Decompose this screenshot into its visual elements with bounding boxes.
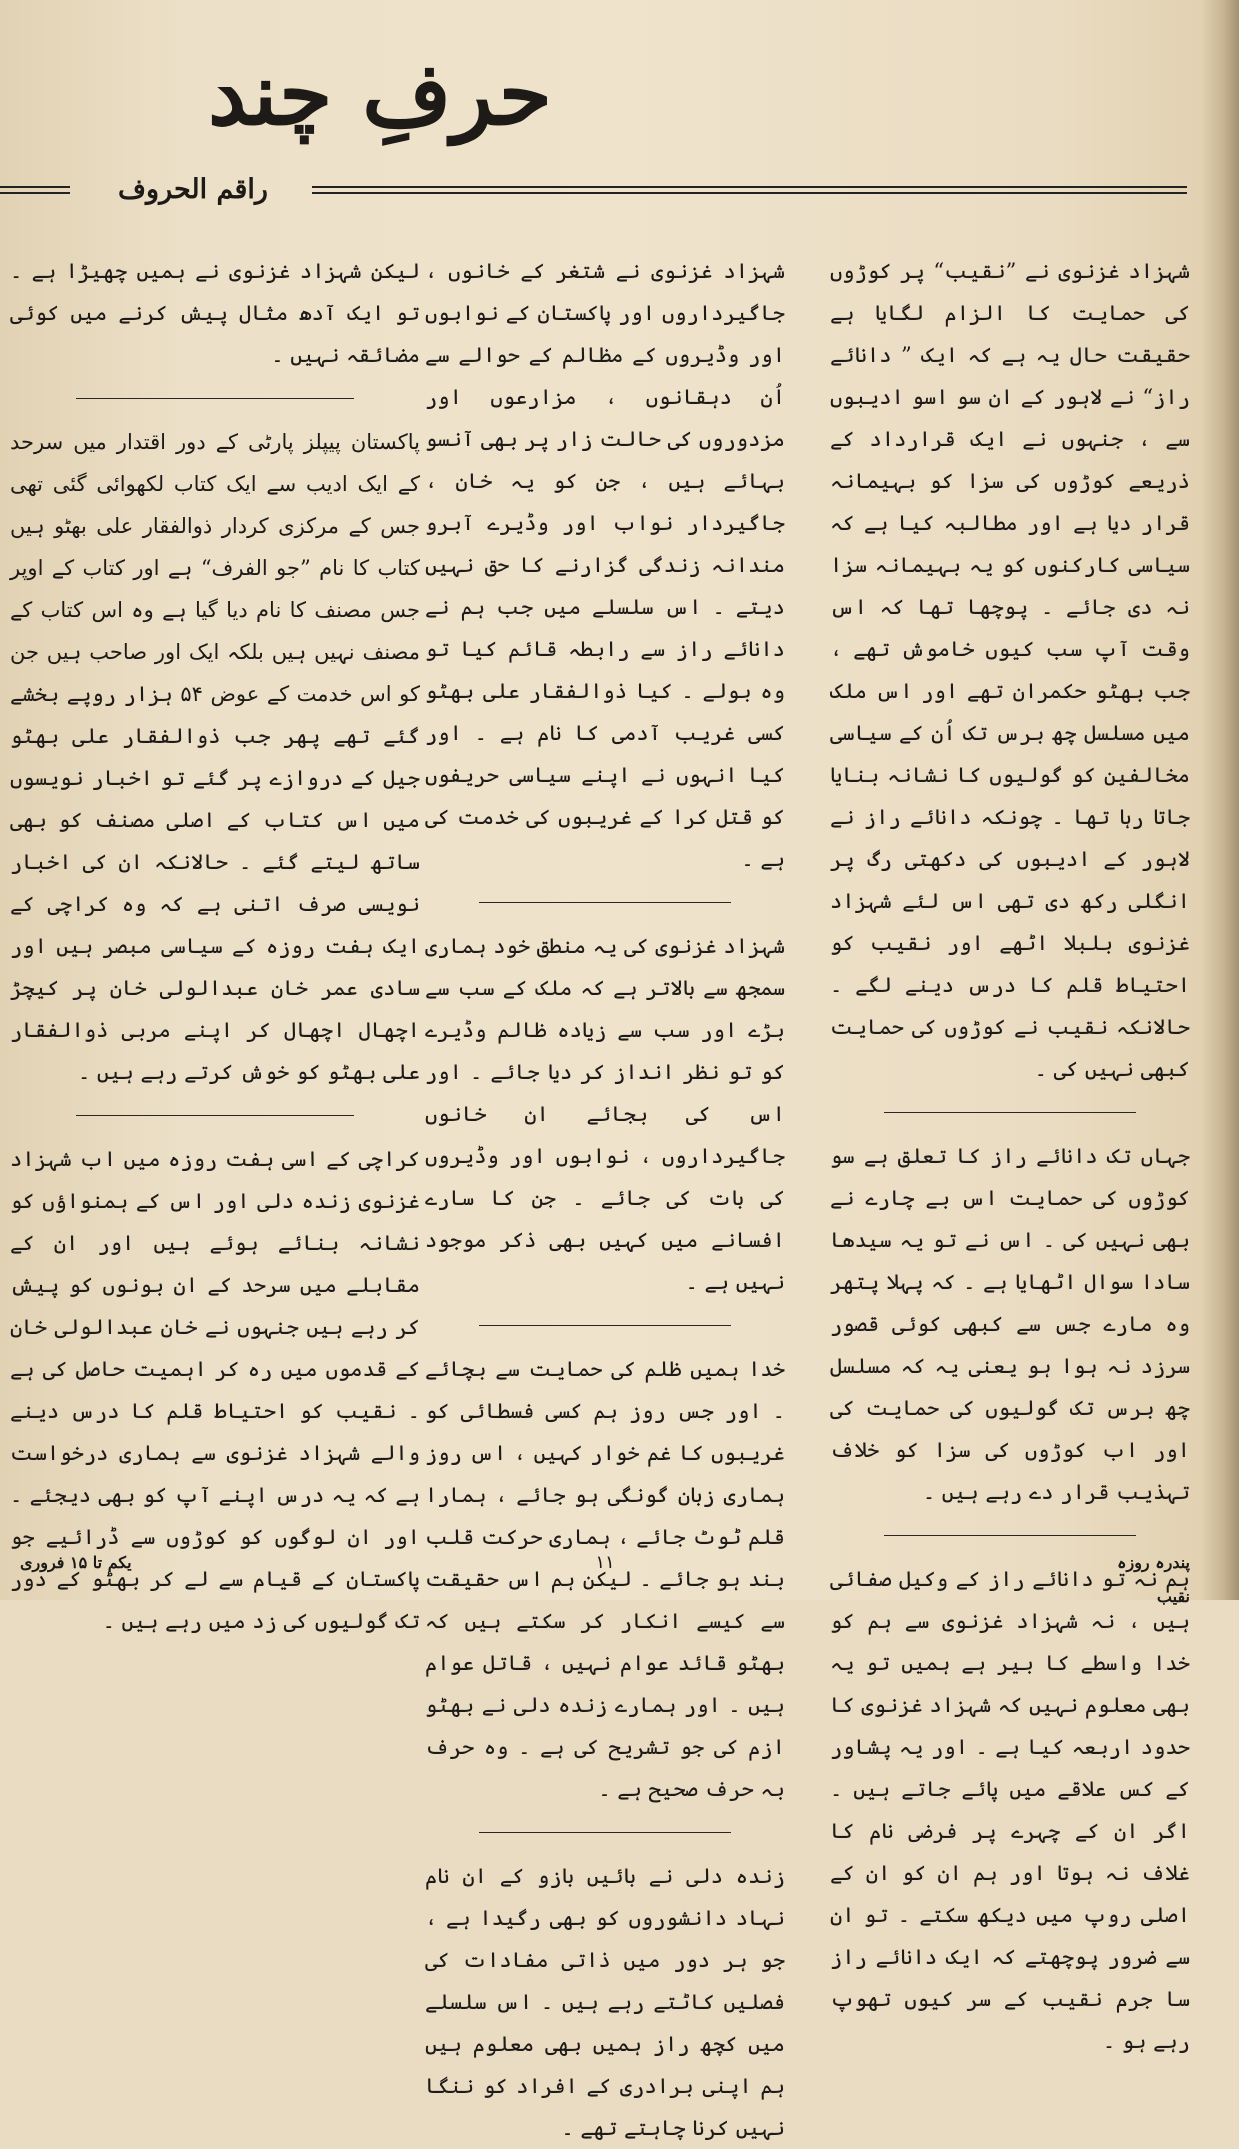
section-divider <box>479 1832 731 1833</box>
paragraph: شہزاد غزنوی کی یہ منطق خود ہماری سمجھ سے بالاتر ہے کہ ملک کے سب سے بڑے اور سب سے زیادہ ظالم وڈیرے کو تو نظر انداز کر دیا جائے ۔ اور اس کی بجائے ان خانوں جاگیرداروں ، نوابوں اور وڈیروں کی بات کی جائے ۔ جن کا سارے افسانے میں کہیں بھی ذکر موجود نہیں ہے ۔ <box>425 934 785 1294</box>
author-byline: راقم الحروف <box>118 174 268 205</box>
paragraph: لیکن شہزاد غزنوی نے ہمیں چھیڑا ہے ۔ تو ایک آدھ مثال پیش کرنے میں کوئی مضائقہ نہیں ۔ <box>10 259 420 367</box>
section-divider <box>479 902 731 903</box>
section-divider <box>479 1325 731 1326</box>
paragraph: شہزاد غزنوی نے شتغر کے خانوں ، جاگیرداروں اور پاکستان کے نوابوں اور وڈیروں کے مظالم کے حوالے سے اُن دہقانوں ، مزارعوں اور مزدوروں کی حالت زار پر بھی آنسو بہائے ہیں ، جن کو یہ خان ، جاگیردار نواب اور وڈیرے آبرو مندانہ زندگی گزارنے کا حق نہیں دیتے ۔ اس سلسلے میں جب ہم نے دانائے راز سے رابطہ قائم کیا تو وہ بولے ۔ کیا ذوالفقار علی بھٹو کسی غریب آدمی کا نام ہے ۔ اور کیا انہوں نے اپنے سیاسی حریفوں کو قتل کرا کے غریبوں کی خدمت کی ہے ۔ <box>425 259 785 871</box>
divider-rule <box>312 186 1187 188</box>
binding-shadow <box>1201 0 1239 1600</box>
section-divider <box>884 1112 1136 1113</box>
page-number: ۱۱ <box>595 1552 615 1573</box>
divider-rule <box>0 192 70 194</box>
section-divider <box>76 398 355 399</box>
byline-bar <box>0 170 1239 210</box>
issue-date: یکم تا ۱۵ فروری <box>20 1553 132 1572</box>
section-divider <box>76 1115 355 1116</box>
paragraph: شہزاد غزنوی نے ”نقیب“ پر کوڑوں کی حمایت کا الزام لگایا ہے حقیقت حال یہ ہے کہ ایک ” دانائے راز“ نے لاہور کے ان سو اسو ادیبوں سے ، جنہوں نے ایک قرارداد کے ذریعے کوڑوں کی سزا کو بہیمانہ قرار دیا ہے اور مطالبہ کیا ہے کہ سیاسی کارکنوں کو یہ بہیمانہ سزا نہ دی جائے ۔ پوچھا تھا کہ اس وقت آپ سب کیوں خاموش تھے ، جب بھٹو حکمران تھے اور اس ملک میں مسلسل چھ برس تک اُن کے سیاسی مخالفین کو گولیوں کا نشانہ بنایا جاتا رہا تھا ۔ چونکہ دانائے راز نے لاہور کے ادیبوں کی دکھتی رگ پر انگلی رکھ دی تھی اس لئے شہزاد غزنوی بلبلا اٹھے اور نقیب کو احتیاط قلم کا درس دینے لگے ۔ حالانکہ نقیب نے کوڑوں کی حمایت کبھی نہیں کی ۔ <box>830 259 1190 1081</box>
paragraph: ہم نہ تو دانائے راز کے وکیل صفائی ہیں ، نہ شہزاد غزنوی سے ہم کو خدا واسطے کا بیر ہے ہمیں تو یہ بھی معلوم نہیں کہ شہزاد غزنوی کا حدود اربعہ کیا ہے ۔ اور یہ پشاور کے کس علاقے میں پائے جاتے ہیں ۔ اگر ان کے چہرے پر فرضی نام کا غلاف نہ ہوتا اور ہم ان کو ان کے اصلی روپ میں دیکھ سکتے ۔ تو ان سے ضرور پوچھتے کہ ایک دانائے راز سا جرم نقیب کے سر کیوں تھوپ رہے ہو ۔ <box>830 1567 1190 2053</box>
section-divider <box>884 1535 1136 1536</box>
divider-rule <box>312 192 1187 194</box>
divider-rule <box>0 186 70 188</box>
publication-name: پندرہ روزہ نقیب <box>1117 1553 1190 1606</box>
paragraph: زندہ دلی نے بائیں بازو کے ان نام نہاد دانشوروں کو بھی رگیدا ہے ، جو ہر دور میں ذاتی مفادات کی فصلیں کاٹتے رہے ہیں ۔ اس سلسلے میں کچھ راز ہمیں بھی معلوم ہیں ہم اپنی برادری کے افراد کو ننگا نہیں کرنا چاہتے تھے ۔ <box>425 1864 785 2140</box>
page-title: حرفِ چند <box>208 44 552 145</box>
paragraph: پاکستان پیپلز پارٹی کے دور اقتدار میں سرحد کے ایک ادیب سے ایک کتاب لکھوائی گئی تھی جس کے مرکزی کردار ذوالفقار علی بھٹو ہیں کتاب کا نام ”جو الفرف“ ہے اور کتاب کے اوپر جس مصنف کا نام دیا گیا ہے وہ اس کتاب کے مصنف نہیں ہیں بلکہ ایک اور صاحب ہیں جن کو اس خدمت کے عوض ۵۴ ہزار روپے بخشے گئے تھے پھر جب ذوالفقار علی بھٹو جیل کے دروازے پر گئے تو اخبار نویسوں میں اس کتاب کے اصلی مصنف کو بھی ساتھ لیتے گئے ۔ حالانکہ ان کی اخبار نویسی صرف اتنی ہے کہ وہ کراچی کے ایک ہفت روزہ کے سیاسی مبصر ہیں اور سادی عمر خان عبدالولی خان پر کیچڑ اچھال اچھال کر اپنے مربی ذوالفقار علی بھٹو کو خوش کرتے رہے ہیں ۔ <box>10 430 421 1084</box>
paragraph: کراچی کے اسی ہفت روزہ میں اب شہزاد غزنوی زندہ دلی اور اس کے ہمنواؤں کو نشانہ بنائے ہوئے ہیں اور ان کے مقابلے میں سرحد کے ان بونوں کو پیش کر رہے ہیں جنہوں نے خان عبدالولی خان کے قدموں میں رہ کر اہمیت حاصل کی ہے ۔ نقیب کو احتیاط قلم کا درس دینے والے شہزاد غزنوی سے ہماری درخواست ہے کہ یہ درس اپنے آپ کو بھی دیجئے ۔ اور ان لوگوں کو کوڑوں سے ڈرائیے جو پاکستان کے قیام سے لے کر بھٹو کے دور تک گولیوں کی زد میں رہے ہیں ۔ <box>10 1147 420 1633</box>
paragraph: جہاں تک دانائے راز کا تعلق ہے سو کوڑوں کی حمایت اس بے چارے نے بھی نہیں کی ۔ اس نے تو یہ سیدھا سادا سوال اٹھایا ہے ۔ کہ پہلا پتھر وہ مارے جس سے کبھی کوئی قصور سرزد نہ ہوا ہو یعنی یہ کہ مسلسل چھ برس تک گولیوں کی حمایت کی اور اب کوڑوں کی سزا کو خلاف تہذیب قرار دے رہے ہیں ۔ <box>830 1144 1190 1504</box>
paragraph: خدا ہمیں ظلم کی حمایت سے بچائے ۔ اور جس روز ہم کسی فسطائی کو غریبوں کا غم خوار کہیں ، اس روز ہماری زبان گونگی ہو جائے ، ہمارا قلم ٹوٹ جائے ، ہماری حرکت قلب بند ہو جائے ۔ لیکن ہم اس حقیقت سے کیسے انکار کر سکتے ہیں کہ بھٹو قائد عوام نہیں ، قاتل عوام ہیں ۔ اور ہمارے زندہ دلی نے بھٹو ازم کی جو تشریح کی ہے ۔ وہ حرف بہ حرف صحیح ہے ۔ <box>425 1357 785 1801</box>
